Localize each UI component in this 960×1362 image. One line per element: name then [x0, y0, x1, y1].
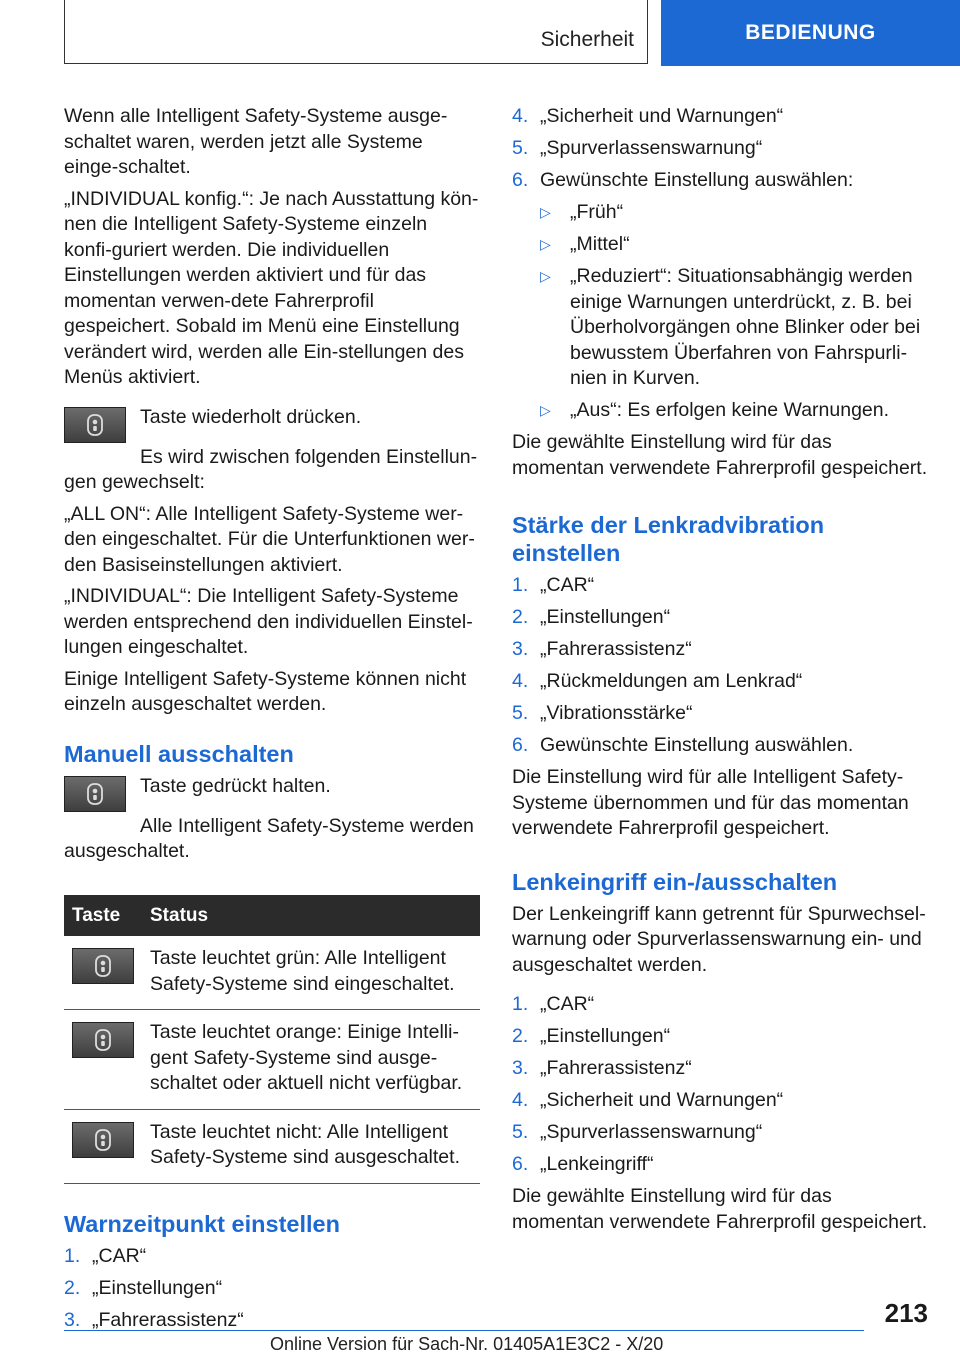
heading-steering: Lenkeingriff ein-/ausschalten [512, 868, 838, 895]
list-item: 3. „Fahrerassistenz“ [64, 1308, 244, 1331]
list-item: ▷ „Aus“: Es erfolgen keine Warnungen. [540, 398, 928, 424]
list-item: 1. „CAR“ [64, 1244, 147, 1267]
heading-manual-off: Manuell ausschalten [64, 740, 294, 767]
intro-text: Wenn alle Intelligent Safety-Systeme ausge-schaltet waren, werden jetzt alle Systeme einge-schaltet. [64, 105, 448, 178]
safety-button-icon [64, 407, 126, 443]
table-row [64, 1010, 480, 1110]
warn-steps-continued [512, 104, 928, 194]
individual-text: „INDIVIDUAL“: Die Intelligent Safety-Systeme werden entsprechend den individuellen Einstel-lungen eingeschaltet. [64, 585, 473, 658]
list-item: 2. „Einstellungen“ [512, 1025, 671, 1047]
list-item: 3. „Fahrerassistenz“ [512, 1057, 692, 1079]
switch-between-text: Es wird zwischen folgenden Einstellun-gen gewechselt: [64, 445, 478, 493]
list-item: 6. Gewünschte Einstellung auswählen. [512, 734, 854, 756]
warn-steps-list [64, 1244, 480, 1334]
right-column [512, 104, 928, 1241]
list-item: 2. „Einstellungen“ [64, 1276, 223, 1299]
list-item: 1. „CAR“ [512, 993, 595, 1015]
footer-divider [64, 1330, 864, 1331]
table-row [64, 936, 480, 1010]
all-off-text: Alle Intelligent Safety-Systeme werden ausgeschaltet. [64, 814, 474, 862]
heading-warning-time: Warnzeitpunkt einstellen [64, 1210, 340, 1237]
page-number: 213 [884, 1298, 928, 1328]
table-row [64, 1109, 480, 1183]
table-header-taste: Taste [64, 895, 142, 937]
vibration-note: Die Einstellung wird für alle Intelligent Safety-Systeme übernommen und für das momentan verwendete Fahrerprofil gespeichert. [512, 766, 909, 839]
list-item: 1. „CAR“ [512, 574, 595, 596]
list-item: 5. „Vibrationsstärke“ [512, 702, 693, 724]
saved-note-1: Die gewählte Einstellung wird für das momentan verwendete Fahrerprofil gespeichert. [512, 431, 928, 479]
safety-button-icon [72, 1022, 134, 1058]
warning-options [540, 200, 928, 424]
status-off: Taste leuchtet nicht: Alle Intelligent Safety-Systeme sind ausgeschaltet. [142, 1109, 480, 1183]
list-item: 4. „Sicherheit und Warnungen“ [512, 1089, 784, 1111]
status-orange: Taste leuchtet orange: Einige Intelli-gent Safety-Systeme sind ausge-schaltet oder aktuell nicht verfügbar. [142, 1010, 480, 1110]
list-item: 5. „Spurverlassenswarnung“ [512, 137, 763, 159]
individual-konfig-text: „INDIVIDUAL konfig.“: Je nach Ausstattung kön-nen die Intelligent Safety-Systeme einzeln konfi-guriert werden. Die individuellen Einstellungen werden aktiviert und für das momentan verwen-dete Fahrerprofil gespeichert. Sobald im Menü eine Einstellung verändert wird, werden alle Ein-stellungen des Menüs aktiviert. [64, 187, 479, 388]
triangle-bullet-icon: ▷ [540, 204, 551, 220]
chapter-tab: BEDIENUNG [661, 0, 960, 66]
steering-steps [512, 992, 928, 1178]
footer-version: Online Version für Sach-Nr. 01405A1E3C2 - X/20 [270, 1334, 664, 1354]
all-on-text: „ALL ON“: Alle Intelligent Safety-Systeme wer-den eingeschaltet. Für die Unterfunktionen wer-den Basiseinstellungen aktiviert. [64, 502, 475, 576]
list-item: 3. „Fahrerassistenz“ [512, 638, 692, 660]
list-item: 6. Gewünschte Einstellung auswählen: [512, 169, 854, 191]
table-header-status: Status [142, 895, 480, 937]
saved-note-2: Die gewählte Einstellung wird für das momentan verwendete Fahrerprofil gespeichert. [512, 1185, 928, 1233]
safety-button-icon [72, 948, 134, 984]
list-item: 4. „Sicherheit und Warnungen“ [512, 105, 784, 127]
list-item: ▷ „Reduziert“: Situationsabhängig werden einige Warnungen unterdrückt, z. B. bei Überholvorgängen ohne Blinker oder bei bewusstem Überfahren von Fahrspurli-nien in Kurven. [540, 264, 928, 392]
list-item: 6. „Lenkeingriff“ [512, 1153, 654, 1175]
press-repeat-row [64, 405, 480, 443]
status-green: Taste leuchtet grün: Alle Intelligent Safety-Systeme sind eingeschaltet. [142, 936, 480, 1010]
steering-intro: Der Lenkeingriff kann getrennt für Spurwechsel-warnung oder Spurverlassenswarnung ein- und ausgeschaltet werden. [512, 902, 926, 976]
heading-vibration: Stärke der Lenkradvibration einstellen [512, 512, 825, 566]
status-table [64, 895, 480, 1184]
section-title: Sicherheit [540, 28, 634, 51]
list-item: 4. „Rückmeldungen am Lenkrad“ [512, 670, 803, 692]
triangle-bullet-icon: ▷ [540, 268, 551, 284]
list-item: ▷ „Früh“ [540, 200, 928, 226]
list-item: ▷ „Mittel“ [540, 232, 928, 258]
list-item: 5. „Spurverlassenswarnung“ [512, 1121, 763, 1143]
safety-button-icon [64, 776, 126, 812]
press-repeat-text: Taste wiederholt drücken. [140, 405, 362, 428]
safety-button-icon [72, 1122, 134, 1158]
list-item: 2. „Einstellungen“ [512, 606, 671, 628]
press-hold-row [64, 774, 480, 812]
some-systems-text: Einige Intelligent Safety-Systeme können nicht einzeln ausgeschaltet werden. [64, 667, 467, 715]
vibration-steps [512, 573, 928, 759]
triangle-bullet-icon: ▷ [540, 402, 551, 418]
press-hold-text: Taste gedrückt halten. [140, 774, 331, 797]
page-header [0, 0, 960, 66]
triangle-bullet-icon: ▷ [540, 236, 551, 252]
left-column [64, 104, 480, 1340]
